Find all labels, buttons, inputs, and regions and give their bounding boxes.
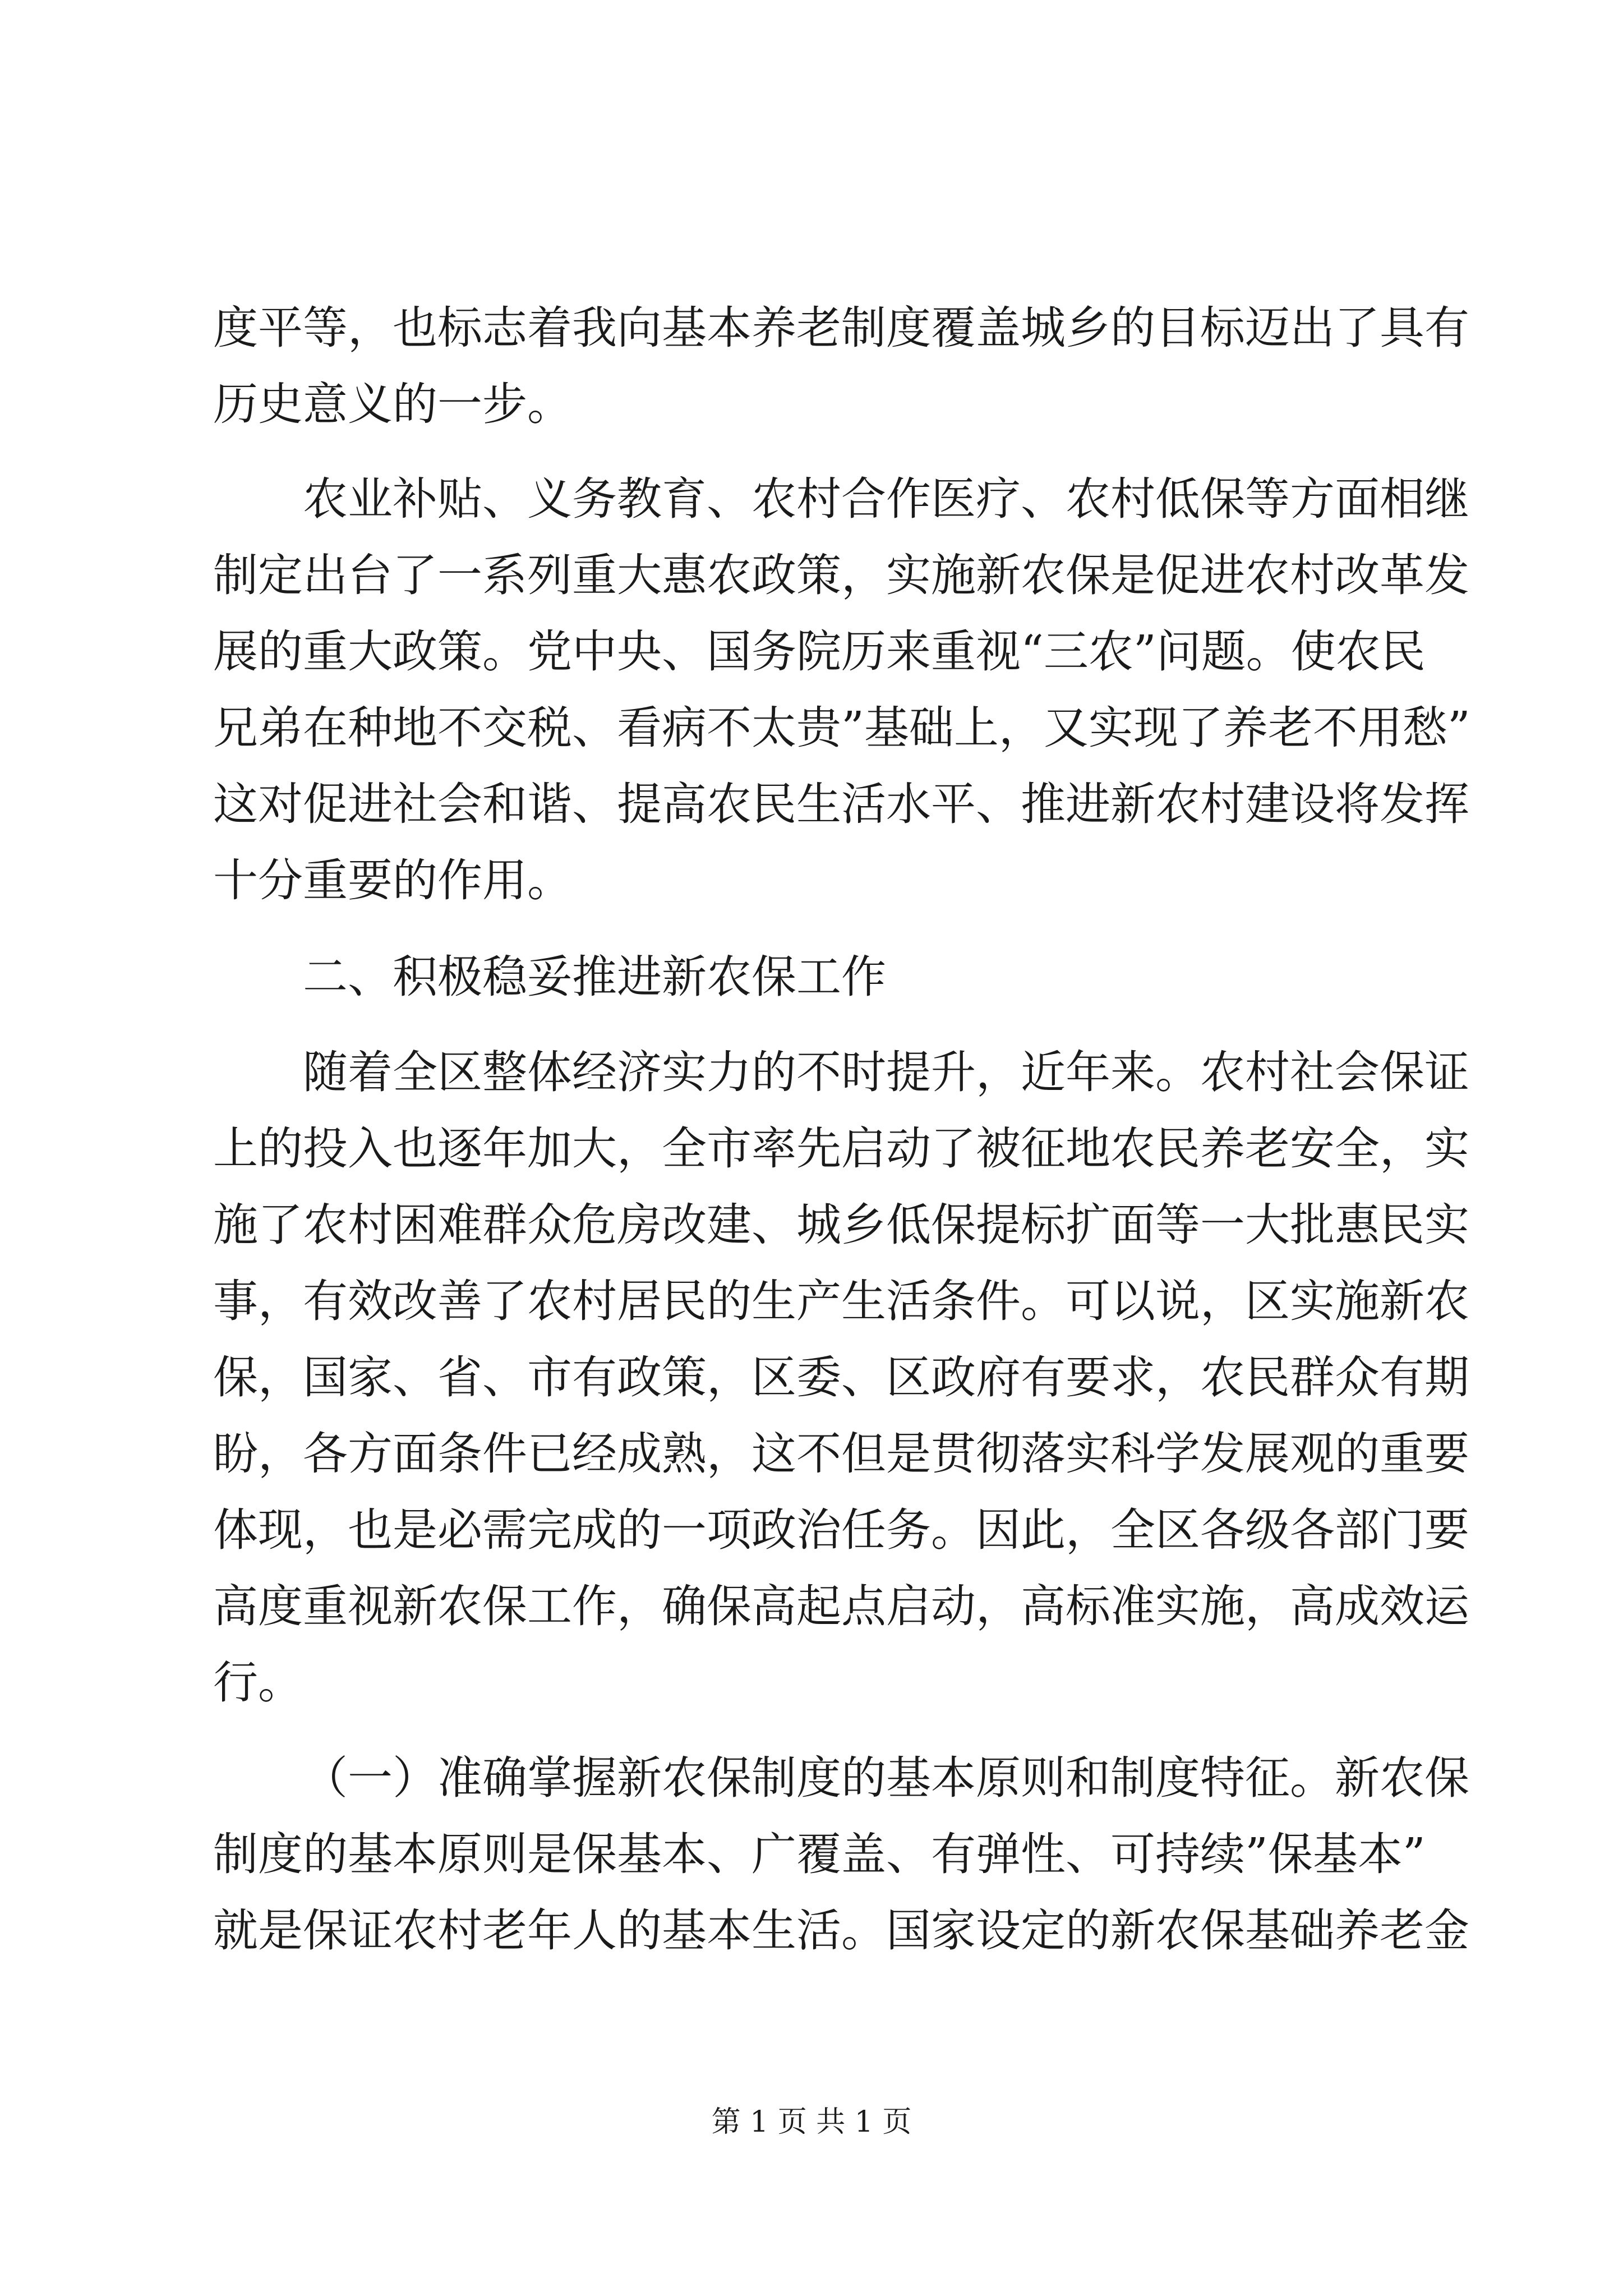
text-line: 高度重视新农保工作，确保高起点启动，高标准实施，高成效运: [213, 1580, 1469, 1632]
text-line: 盼，各方面条件已经成熟，这不但是贯彻落实科学发展观的重要: [213, 1428, 1469, 1480]
text-line: 事，有效改善了农村居民的生产生活条件。可以说，区实施新农: [213, 1275, 1469, 1327]
text-line: 施了农村困难群众危房改建、城乡低保提标扩面等一大批惠民实: [213, 1199, 1469, 1251]
section-heading: 二、积极稳妥推进新农保工作: [303, 951, 886, 1003]
text-line: 展的重大政策。党中央、国务院历来重视“三农”问题。使农民: [213, 625, 1426, 678]
paragraph-first-line: 随着全区整体经济实力的不时提升，近年来。农村社会保证: [303, 1046, 1469, 1098]
page-number-footer: 第 1 页 共 1 页: [711, 2105, 912, 2139]
text-line: 十分重要的作用。: [213, 854, 572, 907]
text-line: 历史意义的一步。: [213, 378, 572, 430]
text-line: 这对促进社会和谐、提高农民生活水平、推进新农村建设将发挥: [213, 778, 1469, 830]
text-line: 度平等，也标志着我向基本养老制度覆盖城乡的目标迈出了具有: [213, 302, 1469, 354]
text-line: 就是保证农村老年人的基本生活。国家设定的新农保基础养老金: [213, 1904, 1469, 1957]
text-line: 兄弟在种地不交税、看病不太贵”基础上，又实现了养老不用愁”: [213, 702, 1470, 754]
text-line: 保，国家、省、市有政策，区委、区政府有要求，农民群众有期: [213, 1351, 1469, 1404]
paragraph-first-line: 农业补贴、义务教育、农村合作医疗、农村低保等方面相继: [303, 473, 1469, 525]
subsection-first-line: （一）准确掌握新农保制度的基本原则和制度特征。新农保: [303, 1752, 1469, 1804]
text-line: 制度的基本原则是保基本、广覆盖、有弹性、可持续”保基本”: [213, 1828, 1426, 1880]
text-line: 行。: [213, 1657, 303, 1709]
text-line: 体现，也是必需完成的一项政治任务。因此，全区各级各部门要: [213, 1504, 1469, 1556]
text-line: 上的投入也逐年加大，全市率先启动了被征地农民养老安全，实: [213, 1122, 1469, 1175]
text-line: 制定出台了一系列重大惠农政策，实施新农保是促进农村改革发: [213, 549, 1469, 601]
